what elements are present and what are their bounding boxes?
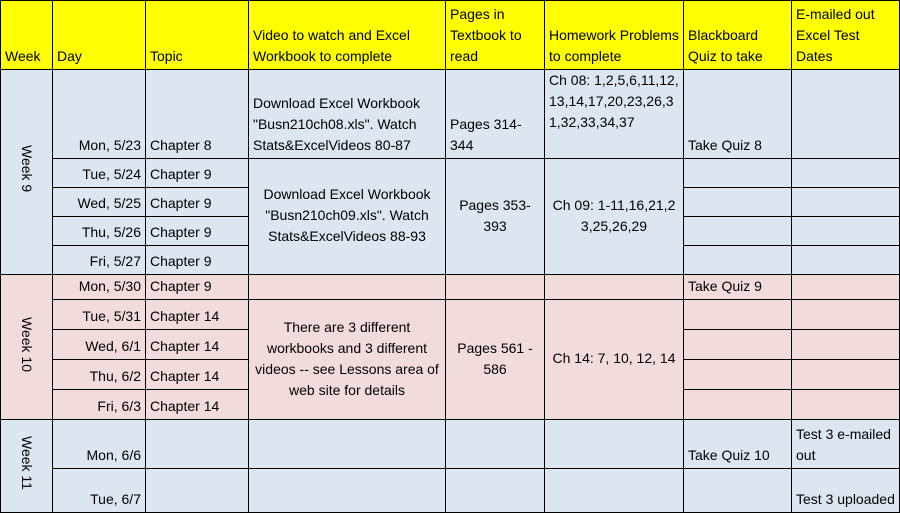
pages-cell[interactable]: Pages 353-393 [446, 159, 545, 275]
day-cell[interactable]: Tue, 6/7 [53, 469, 146, 513]
email-cell[interactable] [792, 70, 900, 159]
quiz-cell[interactable] [684, 360, 792, 390]
pages-cell[interactable]: Pages 314-344 [446, 70, 545, 159]
day-cell[interactable]: Fri, 6/3 [53, 390, 146, 420]
day-cell[interactable]: Thu, 6/2 [53, 360, 146, 390]
email-cell[interactable] [792, 300, 900, 330]
homework-cell[interactable]: Ch 09: 1-11,16,21,23,25,26,29 [545, 159, 684, 275]
pages-cell[interactable] [446, 420, 545, 469]
table-row [1, 70, 900, 159]
header-homework[interactable]: Homework Problems to complete [545, 1, 684, 70]
topic-cell[interactable]: Chapter 8 [146, 70, 249, 159]
week-label: Week 11 [19, 436, 35, 490]
email-cell[interactable]: Test 3 e-mailed out [792, 420, 900, 469]
header-email[interactable]: E-mailed out Excel Test Dates [792, 1, 900, 70]
header-topic[interactable]: Topic [146, 1, 249, 70]
week-11-cell[interactable] [1, 420, 53, 513]
topic-cell[interactable] [146, 469, 249, 513]
homework-cell[interactable] [545, 420, 684, 469]
video-cell[interactable] [249, 469, 446, 513]
quiz-cell[interactable] [684, 246, 792, 275]
homework-cell[interactable]: Ch 14: 7, 10, 12, 14 [545, 300, 684, 420]
topic-cell[interactable]: Chapter 14 [146, 360, 249, 390]
topic-cell[interactable]: Chapter 9 [146, 246, 249, 275]
topic-cell[interactable]: Chapter 9 [146, 159, 249, 188]
quiz-cell[interactable] [684, 159, 792, 188]
day-cell[interactable]: Tue, 5/24 [53, 159, 146, 188]
email-cell[interactable] [792, 330, 900, 360]
quiz-cell[interactable] [684, 330, 792, 360]
header-pages[interactable]: Pages in Textbook to read [446, 1, 545, 70]
quiz-cell[interactable]: Take Quiz 8 [684, 70, 792, 159]
email-cell[interactable] [792, 360, 900, 390]
pages-cell[interactable] [446, 275, 545, 300]
table-row [1, 469, 900, 513]
table-row [1, 420, 900, 469]
topic-cell[interactable]: Chapter 9 [146, 275, 249, 300]
header-week[interactable]: Week [1, 1, 53, 70]
email-cell[interactable] [792, 217, 900, 246]
pages-cell[interactable] [446, 469, 545, 513]
day-cell[interactable]: Fri, 5/27 [53, 246, 146, 275]
quiz-cell[interactable] [684, 469, 792, 513]
table-row [1, 275, 900, 300]
quiz-cell[interactable]: Take Quiz 10 [684, 420, 792, 469]
video-cell[interactable]: Download Excel Workbook "Busn210ch08.xls". Watch Stats&ExcelVideos 80-87 [249, 70, 446, 159]
topic-cell[interactable]: Chapter 14 [146, 390, 249, 420]
email-cell[interactable] [792, 188, 900, 217]
day-cell[interactable]: Thu, 5/26 [53, 217, 146, 246]
quiz-cell[interactable] [684, 390, 792, 420]
video-cell[interactable] [249, 275, 446, 300]
header-day[interactable]: Day [53, 1, 146, 70]
header-quiz[interactable]: Blackboard Quiz to take [684, 1, 792, 70]
topic-cell[interactable]: Chapter 9 [146, 217, 249, 246]
quiz-cell[interactable]: Take Quiz 9 [684, 275, 792, 300]
email-cell[interactable] [792, 246, 900, 275]
day-cell[interactable]: Mon, 5/23 [53, 70, 146, 159]
homework-cell[interactable]: Ch 08: 1,2,5,6,11,12,13,14,17,20,23,26,31,32,33,34,37 [545, 70, 684, 159]
topic-cell[interactable]: Chapter 14 [146, 300, 249, 330]
video-cell[interactable]: Download Excel Workbook "Busn210ch09.xls". Watch Stats&ExcelVideos 88-93 [249, 159, 446, 275]
email-cell[interactable] [792, 390, 900, 420]
day-cell[interactable]: Tue, 5/31 [53, 300, 146, 330]
day-cell[interactable]: Mon, 5/30 [53, 275, 146, 300]
topic-cell[interactable] [146, 420, 249, 469]
table-row [1, 159, 900, 188]
day-cell[interactable]: Mon, 6/6 [53, 420, 146, 469]
header-row [1, 1, 900, 70]
pages-cell[interactable]: Pages 561 - 586 [446, 300, 545, 420]
day-cell[interactable]: Wed, 5/25 [53, 188, 146, 217]
quiz-cell[interactable] [684, 217, 792, 246]
quiz-cell[interactable] [684, 300, 792, 330]
video-cell[interactable] [249, 420, 446, 469]
week-label: Week 10 [19, 316, 35, 372]
table-row [1, 300, 900, 330]
homework-cell[interactable] [545, 275, 684, 300]
week-label: Week 9 [19, 145, 35, 193]
header-video[interactable]: Video to watch and Excel Workbook to complete [249, 1, 446, 70]
homework-cell[interactable] [545, 469, 684, 513]
week-10-cell[interactable] [1, 275, 53, 420]
week-9-cell[interactable] [1, 70, 53, 275]
topic-cell[interactable]: Chapter 9 [146, 188, 249, 217]
video-cell[interactable]: There are 3 different workbooks and 3 different videos -- see Lessons area of web site for details [249, 300, 446, 420]
email-cell[interactable] [792, 275, 900, 300]
email-cell[interactable] [792, 159, 900, 188]
topic-cell[interactable]: Chapter 14 [146, 330, 249, 360]
email-cell[interactable]: Test 3 uploaded [792, 469, 900, 513]
quiz-cell[interactable] [684, 188, 792, 217]
day-cell[interactable]: Wed, 6/1 [53, 330, 146, 360]
